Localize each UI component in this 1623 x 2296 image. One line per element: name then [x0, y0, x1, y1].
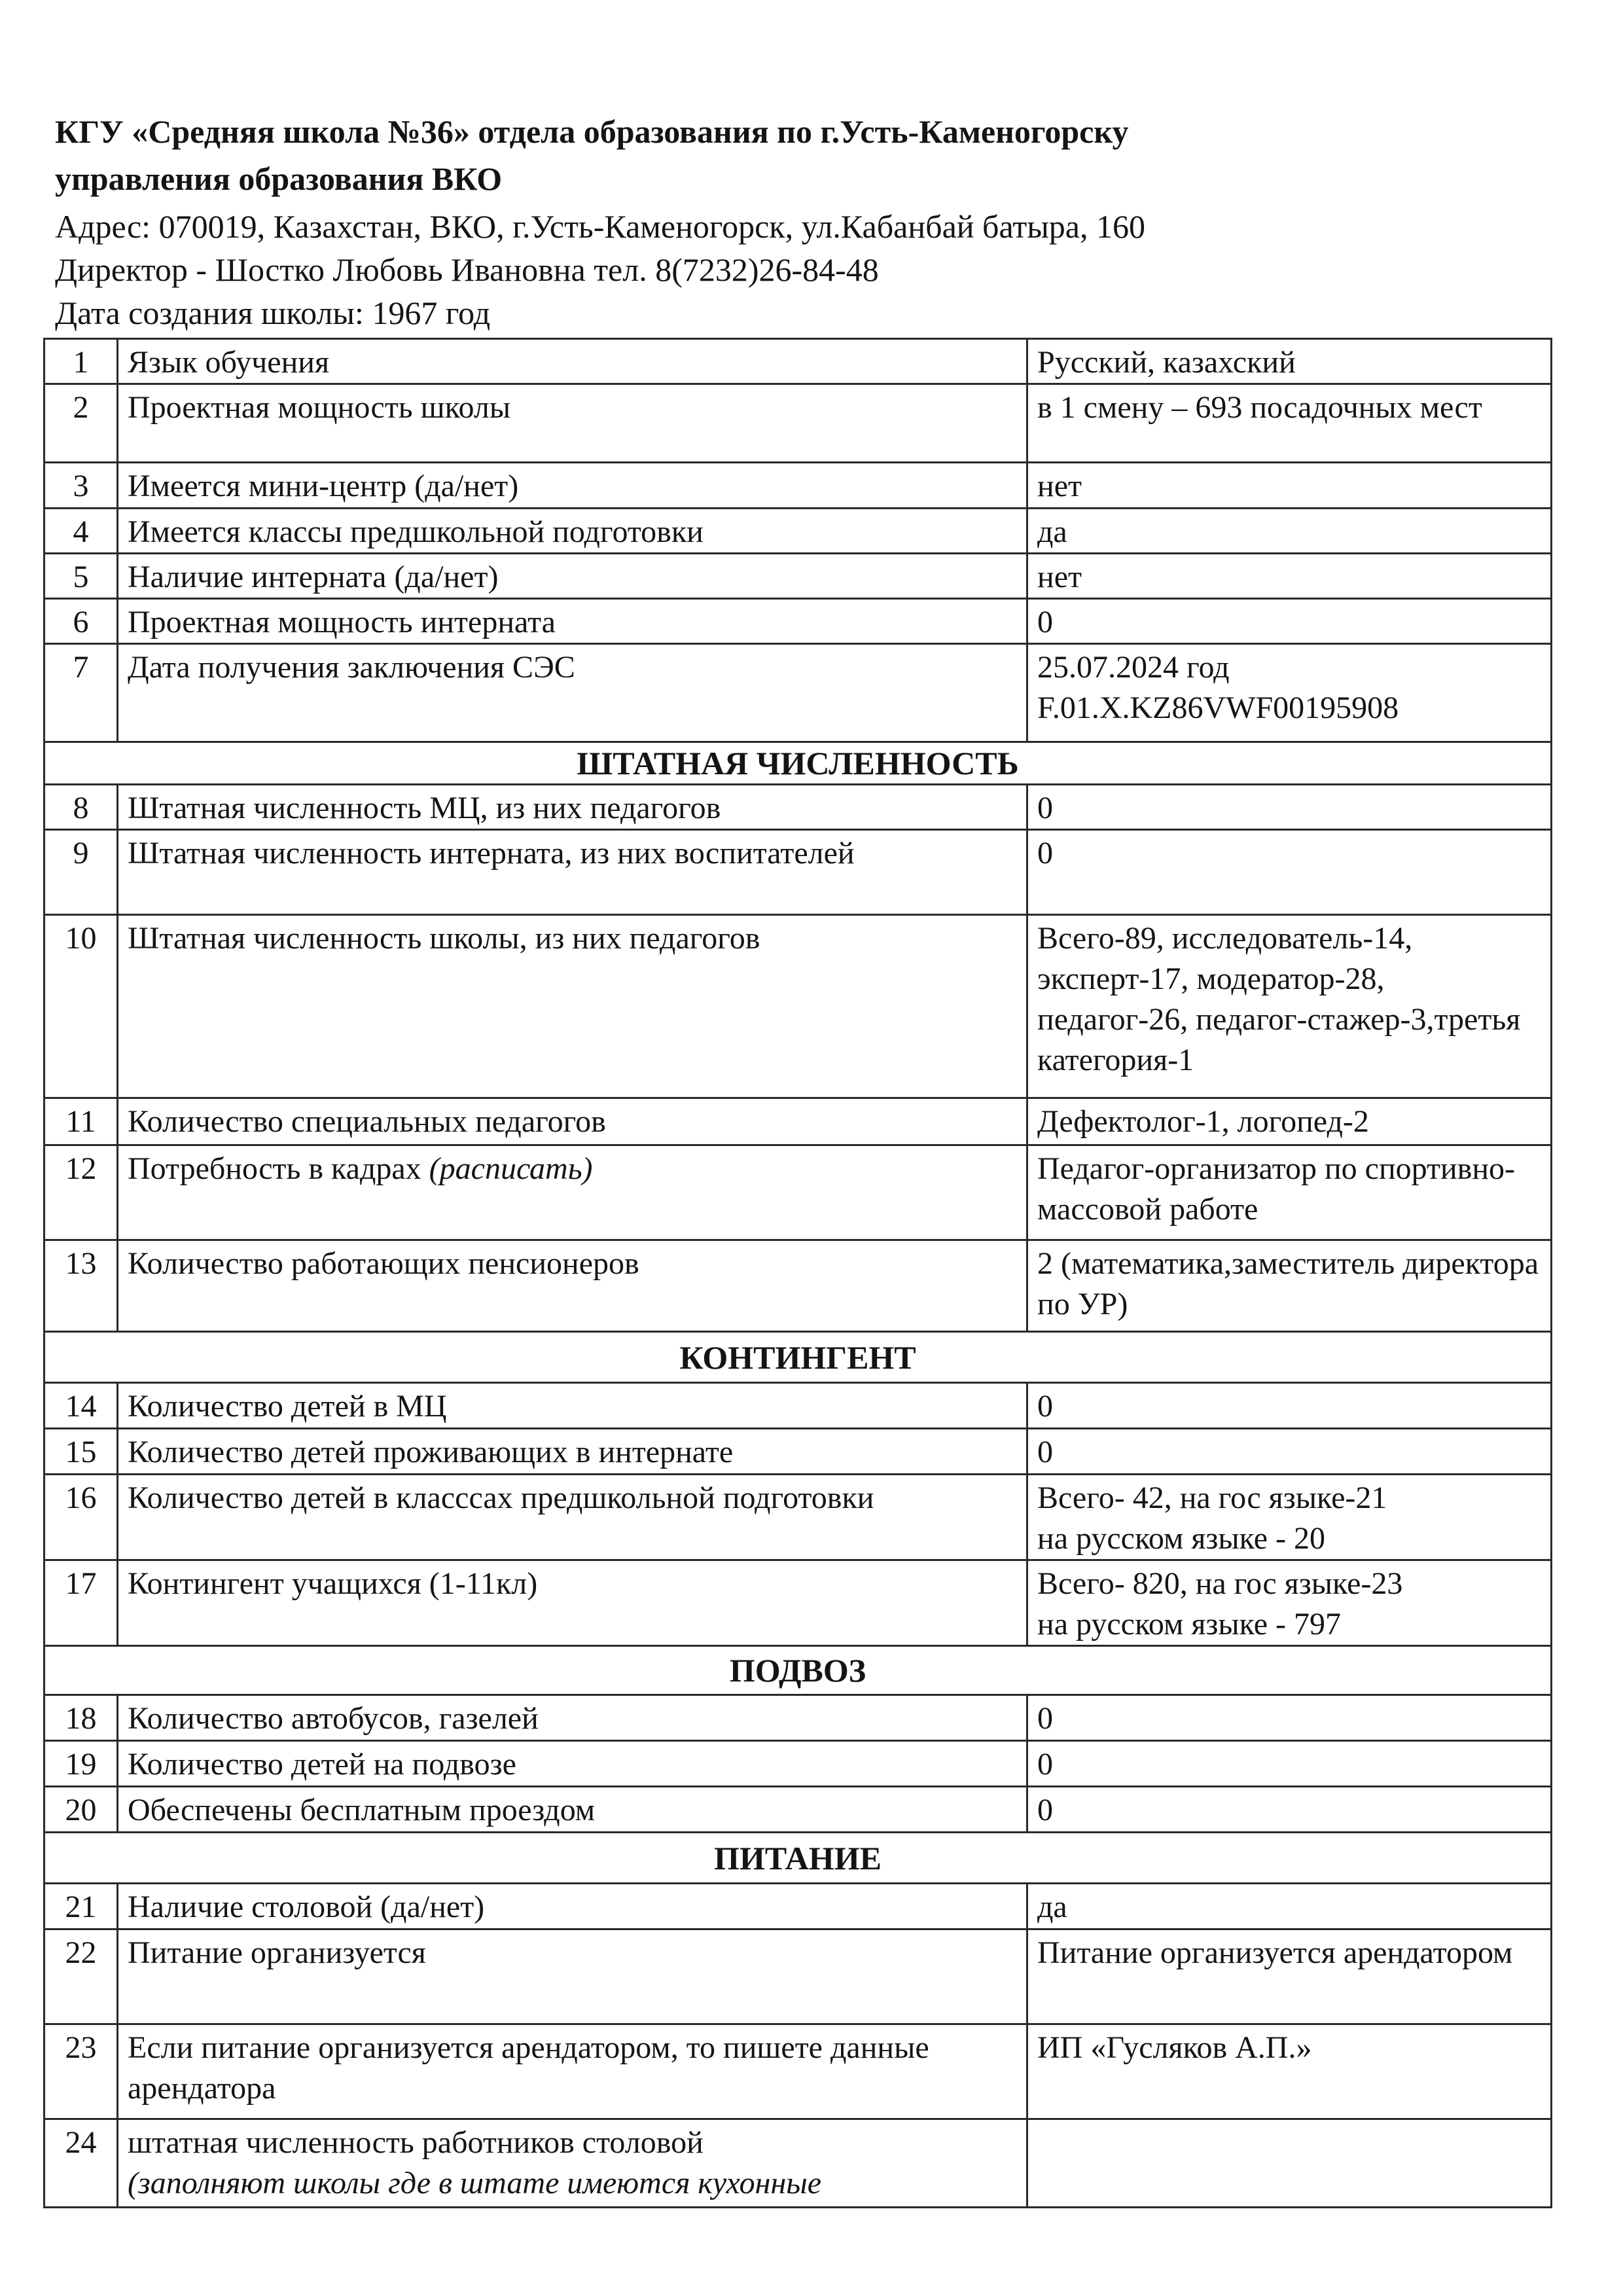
school-director: Директор - Шостко Любовь Ивановна тел. 8(7232)26-84-48 — [55, 251, 879, 288]
row-value: Всего-89, исследователь-14, эксперт-17, модератор-28, педагог-26, педагог-стажер-3,третья категория-1 — [1027, 915, 1552, 1098]
section-header-contingent — [45, 1332, 1552, 1383]
row-label: Питание организуется — [118, 1929, 1027, 2024]
table-row — [45, 1695, 1552, 1741]
row-label: Язык обучения — [118, 339, 1027, 384]
table-row — [45, 554, 1552, 599]
table-row — [45, 1145, 1552, 1240]
row-value — [1027, 644, 1552, 742]
row-number: 9 — [45, 830, 118, 915]
row-label: Количество работающих пенсионеров — [118, 1240, 1027, 1332]
row-number: 22 — [45, 1929, 118, 2024]
row-number: 24 — [45, 2119, 118, 2208]
row-number: 20 — [45, 1787, 118, 1833]
ses-number: F.01.X.KZ86VWF00195908 — [1037, 691, 1399, 725]
document-header — [55, 108, 1560, 334]
row-number: 16 — [45, 1475, 118, 1560]
table-row — [45, 2024, 1552, 2119]
table-row — [45, 463, 1552, 509]
row-number: 13 — [45, 1240, 118, 1332]
row-number: 5 — [45, 554, 118, 599]
table-row — [45, 1929, 1552, 2024]
row-label: Количество детей проживающих в интернате — [118, 1429, 1027, 1475]
row-value — [1027, 1475, 1552, 1560]
row-value: Дефектолог-1, логопед-2 — [1027, 1098, 1552, 1145]
row-label: Контингент учащихся (1-11кл) — [118, 1560, 1027, 1646]
row-value: 0 — [1027, 1695, 1552, 1741]
row-label: Имеется классы предшкольной подготовки — [118, 509, 1027, 554]
row-label: Наличие столовой (да/нет) — [118, 1884, 1027, 1929]
school-name-line2: управления образования ВКО — [55, 160, 503, 197]
row-value: 0 — [1027, 1429, 1552, 1475]
section-title: ШТАТНАЯ ЧИСЛЕННОСТЬ — [45, 742, 1552, 785]
row-number: 12 — [45, 1145, 118, 1240]
row-value: 0 — [1027, 1741, 1552, 1787]
table-row — [45, 1560, 1552, 1646]
table-row — [45, 1383, 1552, 1429]
row-label: Если питание организуется арендатором, то пишете данные арендатора — [118, 2024, 1027, 2119]
row-value: нет — [1027, 554, 1552, 599]
row-value — [1027, 2119, 1552, 2208]
row-number: 17 — [45, 1560, 118, 1646]
row-number: 3 — [45, 463, 118, 509]
row-value: в 1 смену – 693 посадочных мест — [1027, 384, 1552, 463]
section-title: КОНТИНГЕНТ — [45, 1332, 1552, 1383]
school-info-table — [43, 338, 1552, 2208]
section-header-food — [45, 1833, 1552, 1884]
row-number: 23 — [45, 2024, 118, 2119]
row-label: Наличие интерната (да/нет) — [118, 554, 1027, 599]
table-row — [45, 384, 1552, 463]
row-number: 1 — [45, 339, 118, 384]
row-label-note: (заполняют школы где в штате имеются кухонные — [128, 2166, 822, 2200]
row-label: Дата получения заключения СЭС — [118, 644, 1027, 742]
table-row — [45, 1429, 1552, 1475]
section-title: ПОДВОЗ — [45, 1646, 1552, 1695]
row-label-text: штатная численность работников столовой — [128, 2125, 704, 2160]
row-number: 14 — [45, 1383, 118, 1429]
row-value: нет — [1027, 463, 1552, 509]
row-value: 0 — [1027, 830, 1552, 915]
row-value: 2 (математика,заместитель директора по УР) — [1027, 1240, 1552, 1332]
row-label-text: Потребность в кадрах — [128, 1151, 421, 1186]
table-row — [45, 509, 1552, 554]
row-value: ИП «Гусляков А.П.» — [1027, 2024, 1552, 2119]
row-label: Штатная численность МЦ, из них педагогов — [118, 785, 1027, 830]
table-row — [45, 1240, 1552, 1332]
table-row — [45, 1787, 1552, 1833]
table-row — [45, 1741, 1552, 1787]
table-row — [45, 830, 1552, 915]
row-label — [118, 1145, 1027, 1240]
table-row — [45, 2119, 1552, 2208]
row-value: 0 — [1027, 599, 1552, 644]
table-row — [45, 599, 1552, 644]
table-row — [45, 1475, 1552, 1560]
row-number: 2 — [45, 384, 118, 463]
row-number: 6 — [45, 599, 118, 644]
row-label: Штатная численность школы, из них педагогов — [118, 915, 1027, 1098]
row-number: 7 — [45, 644, 118, 742]
table-row — [45, 1884, 1552, 1929]
row-number: 10 — [45, 915, 118, 1098]
row-label: Проектная мощность интерната — [118, 599, 1027, 644]
row-number: 8 — [45, 785, 118, 830]
row-value-line: Всего- 820, на гос языке-23 — [1037, 1566, 1403, 1601]
row-number: 11 — [45, 1098, 118, 1145]
row-label: Штатная численность интерната, из них воспитателей — [118, 830, 1027, 915]
row-value: 0 — [1027, 1383, 1552, 1429]
table-row — [45, 915, 1552, 1098]
row-value: Русский, казахский — [1027, 339, 1552, 384]
row-value: Питание организуется арендатором — [1027, 1929, 1552, 2024]
row-label: Проектная мощность школы — [118, 384, 1027, 463]
row-value: 0 — [1027, 1787, 1552, 1833]
row-label: Имеется мини-центр (да/нет) — [118, 463, 1027, 509]
ses-date: 25.07.2024 год — [1037, 650, 1230, 685]
row-number: 21 — [45, 1884, 118, 1929]
school-name-line1: КГУ «Средняя школа №36» отдела образования по г.Усть-Каменогорску — [55, 113, 1129, 150]
row-number: 4 — [45, 509, 118, 554]
section-header-staff — [45, 742, 1552, 785]
table-row — [45, 1098, 1552, 1145]
row-value-line: на русском языке - 797 — [1037, 1607, 1342, 1641]
section-header-transport — [45, 1646, 1552, 1695]
row-label: Обеспечены бесплатным проездом — [118, 1787, 1027, 1833]
row-number: 18 — [45, 1695, 118, 1741]
table-row — [45, 644, 1552, 742]
row-label: Количество детей на подвозе — [118, 1741, 1027, 1787]
table-row — [45, 339, 1552, 384]
row-number: 19 — [45, 1741, 118, 1787]
row-value-line: на русском языке - 20 — [1037, 1521, 1326, 1556]
row-value: да — [1027, 1884, 1552, 1929]
row-value: 0 — [1027, 785, 1552, 830]
row-value: да — [1027, 509, 1552, 554]
table-row — [45, 785, 1552, 830]
school-address: Адрес: 070019, Казахстан, ВКО, г.Усть-Каменогорск, ул.Кабанбай батыра, 160 — [55, 208, 1145, 245]
row-number: 15 — [45, 1429, 118, 1475]
row-label: Количество детей в МЦ — [118, 1383, 1027, 1429]
row-label: Количество автобусов, газелей — [118, 1695, 1027, 1741]
school-founded: Дата создания школы: 1967 год — [55, 295, 491, 331]
row-label: Количество детей в класссах предшкольной подготовки — [118, 1475, 1027, 1560]
row-value — [1027, 1560, 1552, 1646]
row-label: Количество специальных педагогов — [118, 1098, 1027, 1145]
row-label — [118, 2119, 1027, 2208]
section-title: ПИТАНИЕ — [45, 1833, 1552, 1884]
row-value: Педагог-организатор по спортивно-массовой работе — [1027, 1145, 1552, 1240]
row-value-line: Всего- 42, на гос языке-21 — [1037, 1480, 1387, 1515]
row-label-note: (расписать) — [429, 1151, 593, 1186]
